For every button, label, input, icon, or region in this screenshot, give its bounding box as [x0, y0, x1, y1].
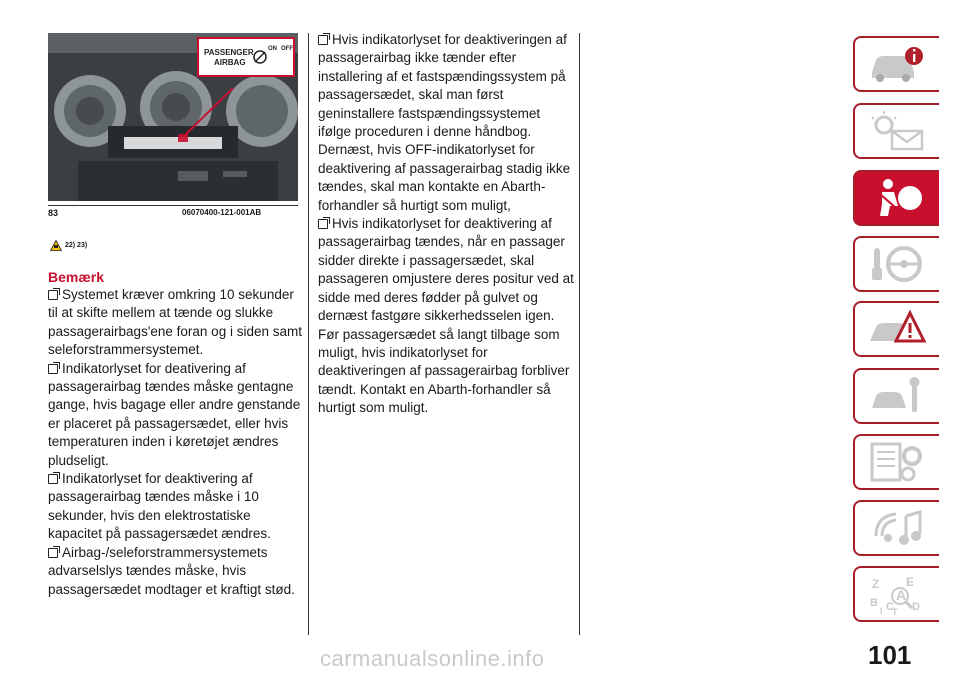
bullet-icon [48, 474, 58, 484]
note-item-text: Airbag-/seleforstrammersystemets advarselslys tændes måske, hvis passagersædet modtager et kraftigt stød. [48, 544, 295, 597]
lights-message-icon [866, 109, 928, 153]
note-item-text: Indikatorlyset for deaktivering af passagerairbag tændes måske i 10 sekunder, hvis den elektrostatiske kapacitet på passagersædet ændres. [48, 471, 271, 542]
note-item [318, 215, 574, 417]
index-letter: D [912, 601, 920, 613]
tab-index[interactable] [853, 566, 939, 622]
index-letter: B [870, 597, 878, 609]
note-item-text: Indikatorlyset for deativering af passagerairbag tændes måske gentagne gange, hvis bagage eller andre genstande er placeret på passagersædet, eller hvis temperaturen inden i køretøjet ændres pludseligt. [48, 360, 301, 468]
figure-caption-rule [48, 205, 298, 206]
tab-technical-data[interactable] [853, 434, 939, 490]
note-heading: Bemærk [48, 269, 105, 285]
warning-triangle-icon [50, 240, 62, 251]
callout-off: OFF [281, 46, 293, 52]
index-letter: A [896, 587, 907, 603]
warning-reference [50, 240, 87, 251]
tab-maintenance[interactable] [853, 368, 939, 424]
bullet-icon [318, 219, 328, 229]
maintenance-tools-icon [866, 374, 928, 418]
index-letter: C [886, 601, 894, 613]
note-item [48, 360, 302, 470]
tab-emergency[interactable] [853, 301, 939, 357]
note-item [48, 470, 302, 544]
warning-refs-text: 22) 23) [65, 242, 88, 249]
note-item-text: Hvis indikatorlyset for deaktiveringen af passagerairbag ikke tænder efter installering af et fastspændingssystem på passagersædet, skal man først geninstallere fastspændingssystemet ifølge proceduren i denne håndbog. Dernæst, hvis OFF-indikatorlyset for deaktivering af passagerairbag stadig ikke tændes, skal man kontakte en Abarth-forhandler så hurtigt som muligt, [318, 32, 571, 213]
watermark: carmanualsonline.info [320, 646, 545, 671]
index-letters-icon [866, 572, 928, 616]
right-column [318, 31, 574, 418]
callout-on: ON [268, 46, 277, 52]
tab-airbag-safety[interactable] [853, 170, 939, 226]
index-letter: I [880, 606, 883, 616]
tab-starting-driving[interactable] [853, 236, 939, 292]
index-letter: E [906, 575, 915, 589]
bullet-icon [48, 548, 58, 558]
figure-code: 06070400-121-001AB [182, 208, 262, 217]
tab-multimedia[interactable] [853, 500, 939, 556]
tab-lights-messages[interactable] [853, 103, 939, 159]
bullet-icon [48, 364, 58, 374]
breakdown-warning-icon [866, 307, 928, 351]
note-item [48, 286, 302, 360]
index-letter: Z [872, 577, 880, 591]
note-item-text: Hvis indikatorlyset for deaktivering af passagerairbag tændes, når en passager sidder direkte i passagersædet, skal passageren omjustere deres positur ved at sidde med deres fødder på gulvet og dernæst fastgøre sikkerhedsselen igen. Før passagersædet så langt tilbage som muligt, hvis indikatorlyset for deaktiveringen af passagerairbag forbliver tændt. Kontakt en Abarth-forhandler så hurtigt som muligt. [318, 216, 574, 416]
index-letter: T [892, 607, 898, 616]
multimedia-icon [866, 506, 928, 550]
dashboard-photo [48, 33, 298, 201]
bullet-icon [48, 290, 58, 300]
bullet-icon [318, 35, 328, 45]
callout-line2: AIRBAG [214, 58, 246, 67]
column-divider-right [579, 33, 580, 635]
airbag-seatbelt-icon [866, 176, 928, 220]
page-number: 101 [868, 640, 912, 670]
note-item [48, 544, 302, 599]
left-column [48, 268, 302, 599]
callout-line1: PASSENGER [204, 48, 254, 57]
note-item-text: Systemet kræver omkring 10 sekunder til at skifte mellem at tænde og slukke passagerairbags'ene foran og i siden samt seleforstrammersystemet. [48, 287, 302, 358]
tab-car-info[interactable] [853, 36, 939, 92]
figure-number: 83 [48, 208, 59, 218]
note-item [318, 31, 574, 215]
car-info-icon [866, 42, 928, 86]
key-steering-wheel-icon [866, 242, 928, 286]
column-divider-left [308, 33, 309, 635]
specs-gear-icon [866, 440, 928, 484]
